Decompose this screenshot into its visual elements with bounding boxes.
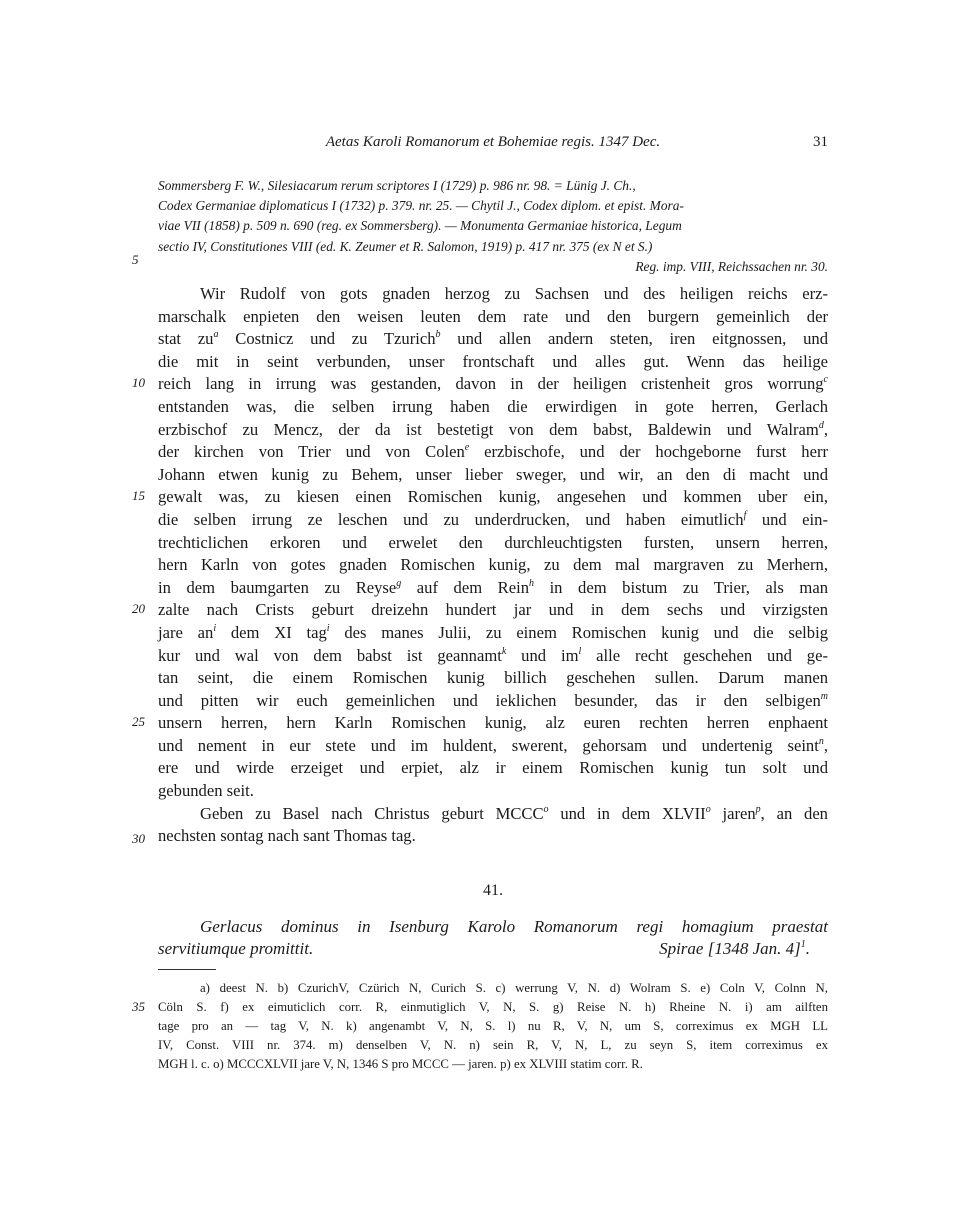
text-line xyxy=(158,780,828,803)
text-line xyxy=(158,735,828,758)
footnote-mark: n xyxy=(818,735,824,747)
running-title: Aetas Karoli Romanorum et Bohemiae regis. 1347 Dec. xyxy=(325,134,661,150)
footnote-mark: d xyxy=(818,419,824,431)
text-line xyxy=(158,825,828,848)
text-segment: nechsten sontag nach sant Thomas tag. xyxy=(158,826,416,846)
source-references xyxy=(158,176,828,277)
margin-line-number: 20 xyxy=(132,601,145,616)
text-segment: unsern herren, hern Karln Romischen kunig, alz euren rechten herren enphaent xyxy=(158,713,828,733)
margin-line-number: 35 xyxy=(132,999,145,1014)
footnote-rule xyxy=(158,969,216,970)
footnote-line: tage pro an — tag V, N. k) angenambt V, N, S. l) nu R, V, N, um S, correximus ex MGH LL xyxy=(158,1019,828,1033)
text-line xyxy=(158,622,828,645)
margin-line-number: 5 xyxy=(132,252,139,267)
text-segment: erzbischofe, und der hochgeborne furst herr xyxy=(469,442,828,462)
charter-text xyxy=(158,283,828,848)
text-segment: und nement in eur stete und im huldent, swerent, gehorsam und undertenig seint xyxy=(158,735,819,755)
page-number: 31 xyxy=(813,134,828,150)
text-segment: und allen andern steten, iren eitgnossen, und xyxy=(440,329,828,349)
text-segment: in dem bistum zu Trier, als man xyxy=(534,577,828,597)
regest xyxy=(158,916,828,960)
source-line: Codex Germaniae diplomaticus I (1732) p. 379. nr. 25. — Chytil J., Codex diplom. et epist. Mora- xyxy=(158,198,684,214)
text-segment: Costnicz und zu Tzurich xyxy=(218,329,436,349)
text-line xyxy=(158,554,828,577)
text-segment: hern Karln von gotes gnaden Romischen kunig, zu dem mal margraven zu Merhern, xyxy=(158,555,828,575)
text-line xyxy=(158,419,828,442)
footnote-line: Cöln S. f) ex eimuticlich corr. R, einmutiglich V, N, S. g) Reise N. h) Rheine N. i) am ailften xyxy=(158,1000,828,1014)
text-segment: und ein- xyxy=(746,509,828,529)
regest-date-end: . xyxy=(805,939,810,958)
footnote-mark: o xyxy=(543,803,549,815)
page-header xyxy=(158,134,828,154)
text-segment: , xyxy=(823,735,828,755)
text-line xyxy=(158,396,828,419)
text-segment: und pitten wir euch gemeinlichen und ieklichen besunder, das ir den selbigen xyxy=(158,690,821,710)
text-segment: dem XI tag xyxy=(216,622,327,642)
text-line xyxy=(158,599,828,622)
footnote-line: IV, Const. VIII nr. 374. m) denselben V, N. n) sein R, V, N, L, zu seyn S, item correximus ex xyxy=(158,1038,828,1052)
text-segment: jaren xyxy=(710,803,756,823)
text-segment: die mit in seint verbunden, unser frontschaft und alles gut. Wenn das heilige xyxy=(158,351,828,371)
footnote-mark: o xyxy=(705,803,711,815)
text-segment: kur und wal von dem babst ist geannamt xyxy=(158,645,502,665)
text-line xyxy=(158,351,828,374)
text-line xyxy=(158,306,828,329)
text-line xyxy=(158,667,828,690)
text-segment: und in dem XLVII xyxy=(548,803,706,823)
footnote-line: MGH l. c. o) MCCCXLVII jare V, N, 1346 S pro MCCC — jaren. p) ex XLVIII statim corr. R. xyxy=(158,1057,643,1071)
source-line: sectio IV, Constitutiones VIII (ed. K. Zeumer et R. Salomon, 1919) p. 417 nr. 375 (ex N et S.) xyxy=(158,238,653,254)
text-segment: die selben irrung ze leschen und zu underdrucken, und haben eimutlich xyxy=(158,509,744,529)
text-segment: tan seint, die einem Romischen kunig billich geschehen sullen. Darum manen xyxy=(158,668,828,688)
text-line xyxy=(158,486,828,509)
source-line: Reg. imp. VIII, Reichssachen nr. 30. xyxy=(635,258,828,274)
margin-line-number: 10 xyxy=(132,375,145,390)
text-segment: und im xyxy=(506,645,579,665)
text-segment: gebunden seit. xyxy=(158,781,254,801)
footnote-mark: f xyxy=(743,509,747,521)
text-segment: erzbischof zu Mencz, der da ist bestetigt von dem babst, Baldewin und Walram xyxy=(158,419,819,439)
text-segment: , xyxy=(823,419,828,439)
footnote-mark: g xyxy=(396,577,402,589)
text-line xyxy=(158,464,828,487)
footnotes xyxy=(158,979,828,1074)
document-number: 41. xyxy=(483,882,503,899)
footnote-mark: m xyxy=(820,690,828,702)
footnote-mark: b xyxy=(435,329,441,341)
text-segment: entstanden was, die selben irrung haben die erwirdigen in gote herren, Gerlach xyxy=(158,396,828,416)
text-line xyxy=(158,441,828,464)
footnote-line: a) deest N. b) CzurichV, Czürich N, Curich S. c) werrung V, N. d) Wolram S. e) Coln V, Colnn N, xyxy=(200,981,828,995)
margin-line-number: 15 xyxy=(132,488,145,503)
footnote-mark: i xyxy=(326,622,330,634)
text-line xyxy=(158,690,828,713)
regest-summary-end: servitiumque promittit. xyxy=(158,939,314,958)
text-segment: trechticlichen erkoren und erwelet den durchleuchtigsten fursten, unsern herren, xyxy=(158,532,828,552)
text-segment: Johann etwen kunig zu Behem, unser lieber sweger, und wir, an den di macht und xyxy=(158,464,828,484)
margin-line-number: 30 xyxy=(132,831,145,846)
text-segment: alle recht geschehen und ge- xyxy=(581,645,828,665)
text-segment: zalte nach Crists geburt dreizehn hundert jar und in dem sechs und virzigsten xyxy=(158,600,828,620)
regest-place-date xyxy=(659,938,810,960)
margin-line-number: 25 xyxy=(132,714,145,729)
text-line xyxy=(158,328,828,351)
footnote-mark: p xyxy=(755,803,761,815)
text-line xyxy=(158,283,828,306)
text-segment: in dem baumgarten zu Reyse xyxy=(158,577,397,597)
text-segment: stat zu xyxy=(158,329,214,349)
text-line xyxy=(158,509,828,532)
footnote-mark: c xyxy=(823,374,828,386)
text-segment: der kirchen von Trier und von Colen xyxy=(158,442,465,462)
text-segment: marschalk enpieten den weisen leuten dem rate und den burgern gemeinlich der xyxy=(158,306,828,326)
source-line: Sommersberg F. W., Silesiacarum rerum scriptores I (1729) p. 986 nr. 98. = Lünig J. Ch., xyxy=(158,178,636,193)
text-line xyxy=(158,645,828,668)
text-segment: , an den xyxy=(760,803,828,823)
source-line: viae VII (1858) p. 509 n. 690 (reg. ex Sommersberg). — Monumenta Germaniae historica, Legum xyxy=(158,218,682,234)
footnote-mark: i xyxy=(213,622,217,634)
text-line xyxy=(158,712,828,735)
text-segment: jare an xyxy=(158,622,214,642)
text-line xyxy=(158,532,828,555)
footnote-mark: a xyxy=(213,329,219,341)
text-segment: reich lang in irrung was gestanden, davon in der heiligen cristenheit gros worrung xyxy=(158,374,824,394)
text-segment: ere und wirde erzeiget und erpiet, alz ir einem Romischen kunig tun solt und xyxy=(158,758,828,778)
text-segment: gewalt was, zu kiesen einen Romischen kunig, angesehen und kommen uber ein, xyxy=(158,487,828,507)
text-segment: Wir Rudolf von gots gnaden herzog zu Sachsen und des heiligen reichs erz- xyxy=(200,284,828,303)
footnote-mark: h xyxy=(529,577,535,589)
regest-date: Spirae [1348 Jan. 4] xyxy=(659,939,801,958)
footnote-mark: e xyxy=(464,442,470,454)
text-line xyxy=(158,373,828,396)
text-line xyxy=(158,803,828,826)
text-line xyxy=(158,577,828,600)
text-segment: des manes Julii, zu einem Romischen kunig und die selbig xyxy=(329,622,828,642)
footnote-mark: l xyxy=(578,645,582,657)
regest-line: Gerlacus dominus in Isenburg Karolo Romanorum regi homagium praestat xyxy=(200,917,828,936)
text-segment: Geben zu Basel nach Christus geburt MCCC xyxy=(200,803,544,823)
text-segment: auf dem Rein xyxy=(401,577,530,597)
text-line xyxy=(158,757,828,780)
regest-footnote-mark: 1 xyxy=(800,939,806,950)
regest-line xyxy=(158,938,828,960)
footnote-mark: k xyxy=(501,645,507,657)
